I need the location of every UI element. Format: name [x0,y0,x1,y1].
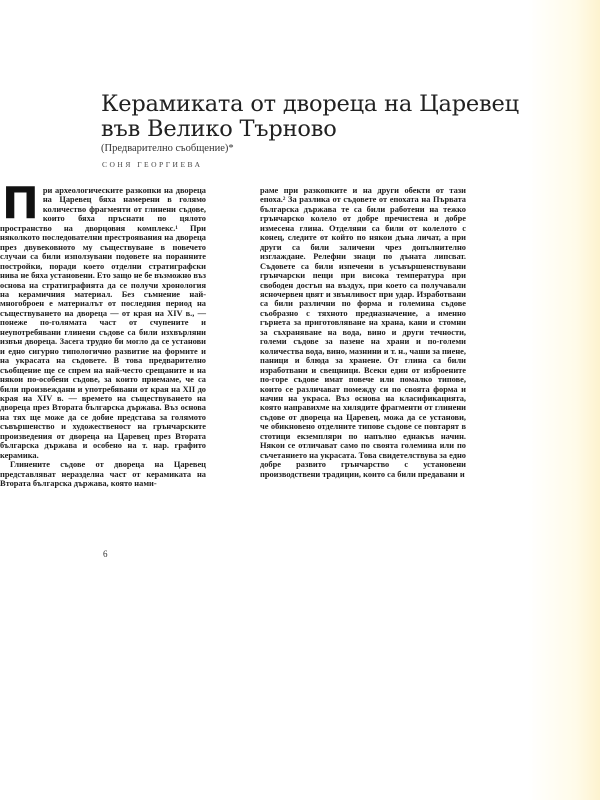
author-name: СОНЯ ГЕОРГИЕВА [102,160,203,169]
article-title: Керамиката от двореца на Царевец във Велико Търново [101,91,519,142]
paragraph: Глинените съдове от двореца на Царевец представляват неразделна част от керамиката на Втората българска държава, която нами- [0,460,206,489]
left-column [0,178,206,489]
drop-cap: П [2,178,39,229]
page-number: 6 [103,549,108,559]
article-subtitle: (Предварително съобщение)* [101,143,234,154]
paragraph: раме при разкопките и на други обекти от тази епоха.² За разлика от съдовете от епохата на Първата българска държава те са били работени на тежко грънчарско колело от добре пречистена и добре измесена глина. Отделяни са били от колелото с конец, следите от който по някои дъна личат, а при други са били заличени чрез допълнително изглаждане. Релефни знаци по дъната липсват. Съдовете са били изпечени в усъвършенствувани грънчарски пещи при висока температура при свободен достъп на въздух, при което са получавали ясночервен цвят и звънливост при удар. Изработвани са били различни по форма и големина съдове съобразно с тяхното предназначение, а именно гърнета за приготовляване на храна, кани и стомни за съхраняване на вода, вино и други течности, големи съдове за пазене на храни и по-големи количества вода, вино, мазнини и т. н., чаши за пиене, паници и блюда за хранене. От глина са били изработвани и свещници. Всеки един от изброените по-горе съдове имат повече или помалко типове, които се различават помежду си по своята форма и начин на украса. Въз основа на класификацията, която направихме на хилядите фрагменти от глинени съдове от двореца на Царевец, можа да се установи, че обикновено отделните типове съдове се повтарят в стотици екземпляри по напълно еднакъв начин. Някои се отличават само по своята големина или по съчетанието на украсата. Това свидетелствува за едно добре развито грънчарство с установени производствени традиции, които са били предавани и [260,186,466,479]
paragraph: ри археологическите разкопки на двореца на Царевец бяха намерени в голямо количество фрагменти от глинени съдове, които бяха пръснати по цялото пространство на дворцовия комплекс.¹ При няколкото последователни престроявания на двореца през двувековното му съществуване в повечето случаи са били използувани подовете на поранните постройки, поради което отделни стратиграфски нива не бяха установени. Ето защо не бе възможно въз основа на стратиграфията да се получи хронология на керамичния материал. Без съмнение най-многоброен е материалът от последния период на съществуването на двореца — от края на XIV в., — понеже по-голямата част от счупените и неупотребявани глинени съдове са били изхвърляни извън двореца. Засега трудно би могло да се установи и едно сигурно типологично развитие на формите и на украсата на съдовете. В това предварително съобщение ще се спрем на най-често срещаните и на някои по-особени съдове, за които приемаме, че са били произвеждани и употребявани от края на XII до края на XIV в. — времето на съществуването на двореца през Втората българска държава. Въз основа на тях ще може да се добие представа за голямото съвършенство и художественост на грънчарските произведения от двореца на Царевец през Втората българска държава и особено на т. нар. графито керамика. [0,186,206,460]
right-column [260,186,466,479]
